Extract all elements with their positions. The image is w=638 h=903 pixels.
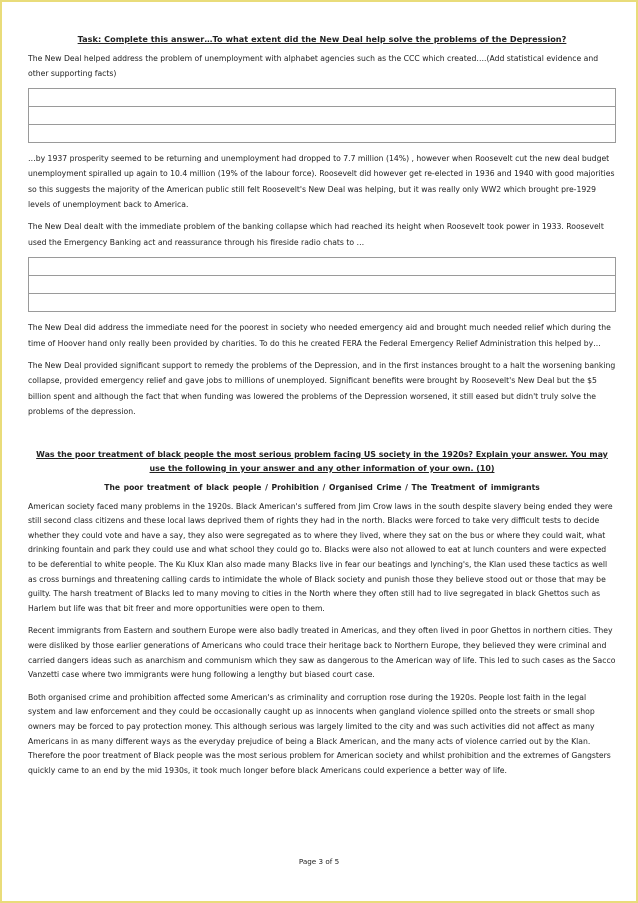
question-2-heading: Was the poor treatment of black people the most serious problem facing US society in the 1920s? Explain your answer. You may use the following in your answer and any other information of your own. (10) xyxy=(36,449,608,473)
essay-paragraph-black-treatment: American society faced many problems in the 1920s. Black American's suffered from Jim Crow laws in the south despite slavery being ended they were still second class citizens and these local laws deprived them of rights they had in the north. Blacks were forced to take very difficult tests to decide whether they could vote and have a say, they also were segregated as to where they lived, where they sat on the bus or where they could wait, what drinking fountain and park they could use and what school they could go to. Blacks were also not allowed to eat at lunch counters and were expected to be deferential to white people. The Ku Klux Klan also made many Blacks live in fear our beatings and lynching's, the Klan used these tactics as well as cross burnings and threatening calling cards to intimidate the whole of Black society and punish those they believe stood out or those that may be guilty. The harsh treatment of Blacks led to many moving to cities in the North where they often still had to live segregated in black Ghettos such as Harlem but life was that bit freer and more opportunities were open to them. xyxy=(28,501,613,613)
answer-lines-1[interactable] xyxy=(28,88,616,143)
paragraph-banking: The New Deal dealt with the immediate problem of the banking collapse which had reached its height when Roosevelt took power in 1933. Roosevelt used the Emergency Banking act and reassurance through his fireside radio chats to … xyxy=(28,222,604,247)
essay-paragraph-immigrants: Recent immigrants from Eastern and southern Europe were also badly treated in Americas, and they often lived in poor Ghettos in northern cities. They were disliked by those earlier generations of Americans who could trace their heritage back to Northern Europe, they believed they were criminal and carried dangers ideas such as anarchism and communism which they saw as dangerous to the American way of life. This led to such cases as the Sacco Vanzetti case where two immigrants were hung following a lengthy but biased court case. xyxy=(28,626,616,680)
answer-line[interactable] xyxy=(29,107,615,125)
task-heading: Task: Complete this answer…To what extent did the New Deal help solve the problems of the Depression? xyxy=(77,34,567,44)
answer-lines-2[interactable] xyxy=(28,257,616,312)
paragraph-fera: The New Deal did address the immediate need for the poorest in society who needed emergency aid and brought much needed relief which during the time of Hoover hand only really been provided by charities. To do this he created FERA the Federal Emergency Relief Administration this helped by… xyxy=(28,323,611,348)
essay-answer xyxy=(28,500,616,779)
page-content xyxy=(28,26,616,786)
answer-line[interactable] xyxy=(29,294,615,311)
question-2-subheadings: The poor treatment of black people / Prohibition / Organised Crime / The Treatment of immigrants xyxy=(104,482,540,492)
essay-paragraph-crime-prohibition: Both organised crime and prohibition affected some American's as criminality and corruption rose during the 1920s. People lost faith in the legal system and law enforcement and they could be occasionally caught up as innocents when gangland violence spilled onto the streets or small shop owners may be forced to pay protection money. This although serious was largely limited to the city and was such activities did not affect as many Americans in as many different ways as the everyday prejudice of being a Black American, and the many acts of violence carried out by the Klan. Therefore the poor treatment of Black people was the most serious problem for American society and whilst prohibition and the extremes of Gangsters quickly came to an end by the mid 1930s, it took much longer before black Americans could experience a better way of life. xyxy=(28,692,611,775)
answer-line[interactable] xyxy=(29,258,615,276)
answer-line[interactable] xyxy=(29,276,615,294)
paragraph-1937: …by 1937 prosperity seemed to be returning and unemployment had dropped to 7.7 million (14%) , however when Roosevelt cut the new deal budget unemployment spiralled up again to 10.4 million (19% of the labour force). Roosevelt did however get re-elected in 1936 and 1940 with good majorities so this suggests the majority of the American public still felt Roosevelt's New Deal was helping, but it was really only WW2 which brought pre-1929 levels of unemployment back to America. xyxy=(28,153,615,210)
answer-line[interactable] xyxy=(29,89,615,107)
paragraph-support: The New Deal provided significant support to remedy the problems of the Depression, and in the first instances brought to a halt the worsening banking collapse, provided emergency relief and gave jobs to millions of unemployed. Significant benefits were brought by Roosevelt's New Deal but the $5 billion spent and although the fact that when funding was lowered the problems of the Depression worsened, it still eased but didn't truly solve the problems of the depression. xyxy=(28,361,616,417)
page-number: Page 3 of 5 xyxy=(298,857,340,866)
answer-line[interactable] xyxy=(29,125,615,142)
paragraph-unemployment: The New Deal helped address the problem of unemployment with alphabet agencies such as the CCC which created….(Add statistical evidence and other supporting facts) xyxy=(28,54,599,79)
